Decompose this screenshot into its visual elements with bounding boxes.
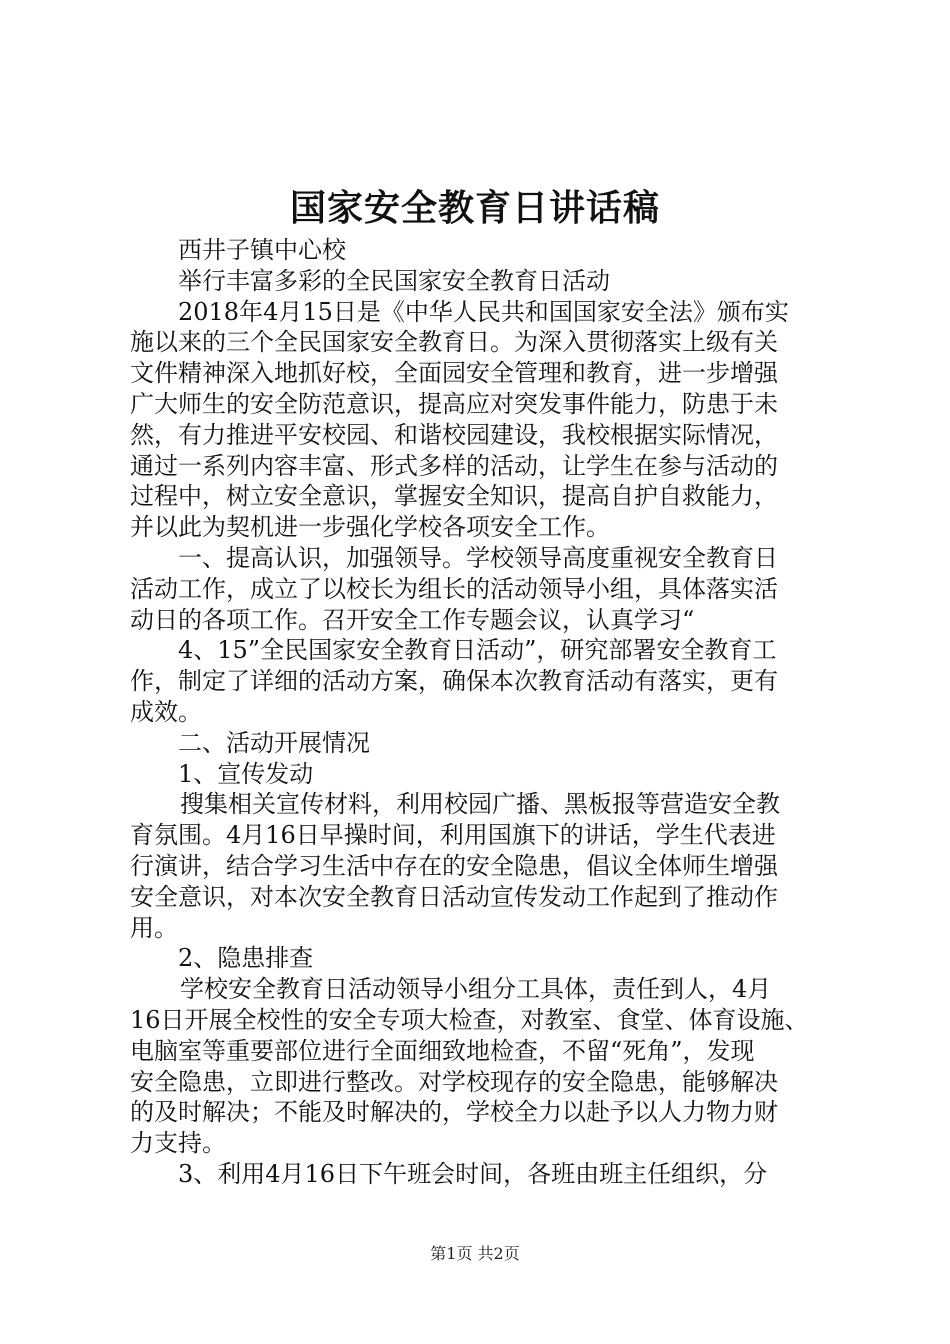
text-line: 作，制定了详细的活动方案，确保本次教育活动有落实，更有 — [130, 667, 778, 696]
page-footer: 第1页 共2页 — [430, 1244, 520, 1263]
text-line: 搜集相关宣传材料，利用校园广播、黑板报等营造安全教 — [180, 790, 780, 819]
text-line: 4、15”全民国家安全教育日活动”，研究部署安全教育工 — [178, 636, 777, 665]
document-body — [130, 235, 830, 1190]
text-line: 学校安全教育日活动领导小组分工具体，责任到人，4月 — [180, 975, 772, 1004]
text-line: 16日开展全校性的安全专项大检查，对教室、食堂、体育设施、 — [130, 1005, 809, 1034]
text-line: 举行丰富多彩的全民国家安全教育日活动 — [178, 266, 610, 295]
text-line: 行演讲，结合学习生活中存在的安全隐患，倡议全体师生增强 — [130, 851, 778, 880]
text-line: 然，有力推进平安校园、和谐校园建设，我校根据实际情况， — [130, 420, 778, 449]
text-line: 并以此为契机进一步强化学校各项安全工作。 — [130, 513, 610, 542]
text-line: 2018年4月15日是《中华人民共和国国家安全法》颁布实 — [178, 297, 789, 326]
text-line: 西井子镇中心校 — [178, 236, 346, 264]
text-line: 广大师生的安全防范意识，提高应对突发事件能力，防患于未 — [130, 389, 778, 418]
text-line: 成效。 — [130, 697, 202, 726]
text-line: 活动工作，成立了以校长为组长的活动领导小组，具体落实活 — [130, 574, 778, 603]
text-line: 通过一系列内容丰富、形式多样的活动，让学生在参与活动的 — [130, 451, 778, 480]
text-line: 3、利用4月16日下午班会时间，各班由班主任组织，分 — [178, 1159, 768, 1188]
text-line: 力支持。 — [130, 1129, 226, 1158]
text-line: 施以来的三个全民国家安全教育日。为深入贯彻落实上级有关 — [130, 328, 778, 357]
text-line: 育氛围。4月16日早操时间，利用国旗下的讲话，学生代表进 — [130, 821, 776, 850]
text-line: 安全意识，对本次安全教育日活动宣传发动工作起到了推动作 — [130, 882, 778, 911]
text-line: 一、提高认识，加强领导。学校领导高度重视安全教育日 — [178, 543, 778, 572]
text-line: 的及时解决；不能及时解决的，学校全力以赴予以人力物力财 — [130, 1098, 778, 1127]
text-line: 1、宣传发动 — [178, 759, 314, 788]
text-line: 用。 — [130, 913, 178, 942]
document-title: 国家安全教育日讲话稿 — [289, 187, 660, 229]
text-line: 安全隐患，立即进行整改。对学校现存的安全隐患，能够解决 — [130, 1067, 778, 1096]
text-line: 过程中，树立安全意识，掌握安全知识，提高自护自救能力， — [130, 482, 778, 511]
text-line: 电脑室等重要部位进行全面细致地检查，不留“死角”，发现 — [130, 1036, 755, 1065]
text-line: 动日的各项工作。召开安全工作专题会议，认真学习“ — [130, 605, 695, 634]
text-line: 二、活动开展情况 — [178, 728, 370, 757]
text-line: 文件精神深入地抓好校，全面园安全管理和教育，进一步增强 — [130, 359, 778, 388]
text-line: 2、隐患排查 — [178, 944, 314, 973]
